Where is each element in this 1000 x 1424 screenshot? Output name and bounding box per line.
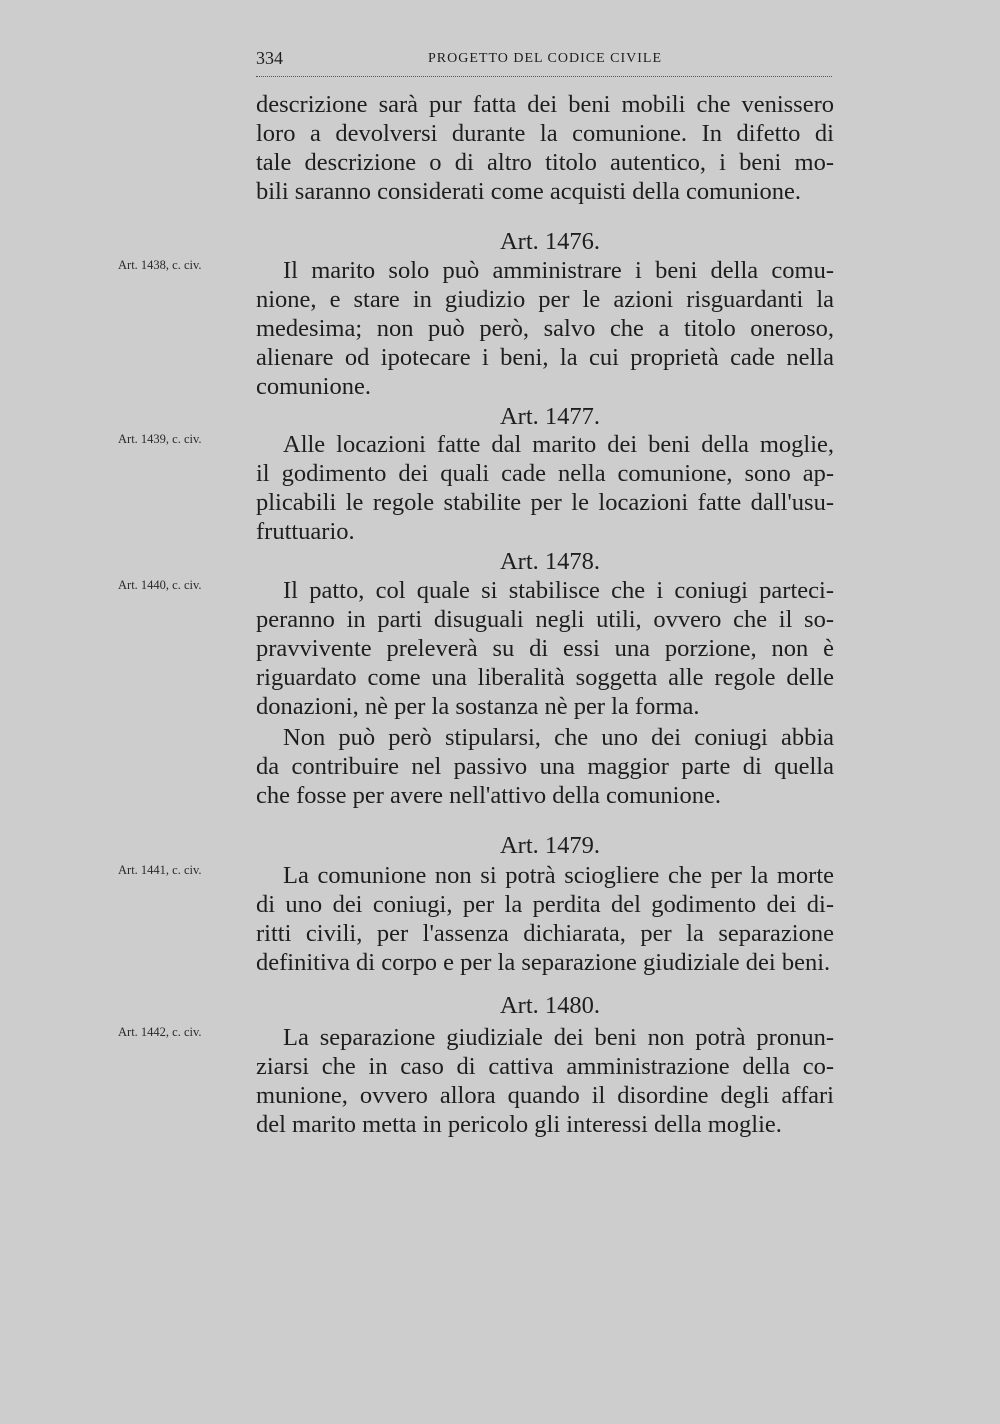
text-line: bili saranno considerati come acquisti della comunione. (256, 178, 801, 205)
text-line: tale descrizione o di altro titolo autentico, i beni mo- (256, 149, 834, 176)
text-line: Il marito solo può amministrare i beni della comu- (283, 257, 834, 284)
running-title: PROGETTO DEL CODICE CIVILE (428, 51, 663, 66)
text-line: plicabili le regole stabilite per le locazioni fatte dall'usu- (256, 489, 834, 516)
article-heading: Art. 1479. (499, 832, 601, 859)
text-line: definitiva di corpo e per la separazione giudiziale dei beni. (256, 949, 831, 976)
text-line: La separazione giudiziale dei beni non potrà pronun- (283, 1024, 834, 1051)
text-line: ritti civili, per l'assenza dichiarata, per la separazione (256, 920, 834, 947)
text-line: nione, e stare in giudizio per le azioni risguardanti la (256, 286, 834, 313)
text-line: ziarsi che in caso di cattiva amministrazione della co- (256, 1053, 834, 1080)
page-number: 334 (256, 48, 283, 68)
text-line: alienare od ipotecare i beni, la cui proprietà cade nella (256, 344, 834, 371)
margin-reference: Art. 1438, c. civ. (118, 258, 202, 272)
text-line: del marito metta in pericolo gli interessi della moglie. (256, 1111, 782, 1138)
text-line: comunione. (256, 373, 371, 400)
article-heading: Art. 1480. (499, 992, 601, 1019)
margin-reference: Art. 1441, c. civ. (118, 863, 202, 877)
article-heading: Art. 1476. (499, 228, 601, 255)
text-line: peranno in parti disuguali negli utili, ovvero che il so- (256, 606, 834, 633)
text-line: riguardato come una liberalità soggetta alle regole delle (256, 664, 834, 691)
header-rule (256, 76, 832, 77)
text-line: di uno dei coniugi, per la perdita del godimento dei di- (256, 891, 834, 918)
text-line: La comunione non si potrà sciogliere che per la morte (283, 862, 834, 889)
article-heading: Art. 1478. (499, 548, 601, 575)
page-header (256, 48, 832, 76)
text-line: il godimento dei quali cade nella comunione, sono ap- (256, 460, 834, 487)
margin-reference: Art. 1439, c. civ. (118, 432, 202, 446)
text-line: medesima; non può però, salvo che a titolo oneroso, (256, 315, 834, 342)
text-line: donazioni, nè per la sostanza nè per la forma. (256, 693, 700, 720)
text-line: Il patto, col quale si stabilisce che i coniugi parteci- (283, 577, 834, 604)
text-line: che fosse per avere nell'attivo della comunione. (256, 782, 721, 809)
text-line: loro a devolversi durante la comunione. In difetto di (256, 120, 834, 147)
text-line: fruttuario. (256, 518, 355, 545)
margin-reference: Art. 1440, c. civ. (118, 578, 202, 592)
margin-reference: Art. 1442, c. civ. (118, 1025, 202, 1039)
text-line: Non può però stipularsi, che uno dei coniugi abbia (283, 724, 834, 751)
text-line: da contribuire nel passivo una maggior parte di quella (256, 753, 834, 780)
text-line: descrizione sarà pur fatta dei beni mobili che venissero (256, 91, 834, 118)
text-line: Alle locazioni fatte dal marito dei beni della moglie, (283, 431, 834, 458)
text-line: pravvivente preleverà su di essi una porzione, non è (256, 635, 834, 662)
article-heading: Art. 1477. (499, 403, 601, 430)
text-line: munione, ovvero allora quando il disordine degli affari (256, 1082, 834, 1109)
